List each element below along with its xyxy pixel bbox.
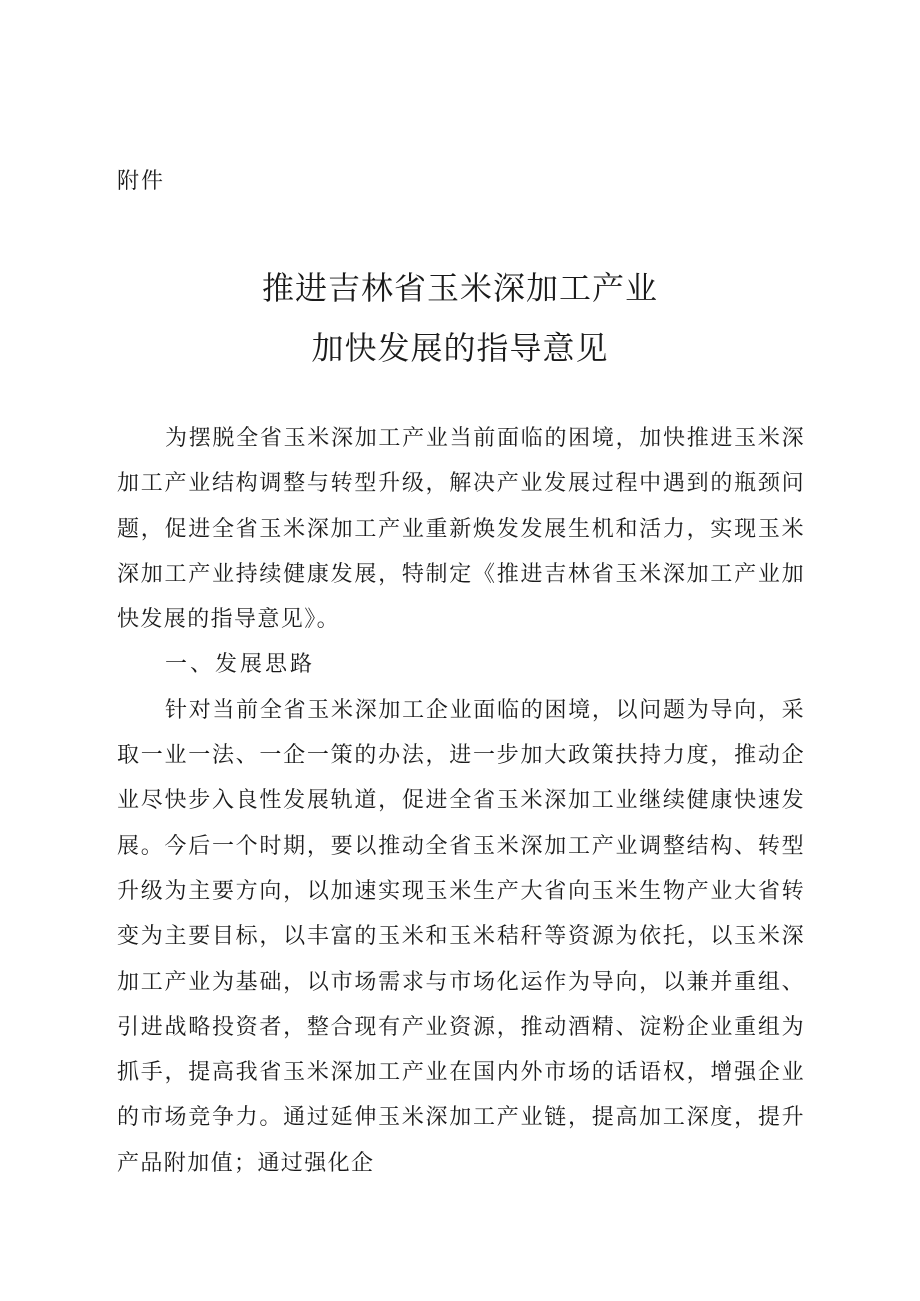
document-title-line-2: 加快发展的指导意见 xyxy=(311,329,609,367)
section-heading: 一、发展思路 xyxy=(165,652,316,678)
document-body xyxy=(117,416,805,1186)
intro-paragraph: 为摆脱全省玉米深加工产业当前面临的困境，加快推进玉米深加工产业结构调整与转型升级，解决产业发展过程中遇到的瓶颈问题，促进全省玉米深加工产业重新焕发发展生机和活力，实现玉米深加工产业持续健康发展，特制定《推进吉林省玉米深加工产业加快发展的指导意见》。 xyxy=(117,426,805,633)
attachment-label: 附件 xyxy=(117,169,166,194)
document-title-line-1: 推进吉林省玉米深加工产业 xyxy=(261,269,658,307)
body-paragraph: 针对当前全省玉米深加工企业面临的困境，以问题为导向，采取一业一法、一企一策的办法，进一步加大政策扶持力度，推动企业尽快步入良性发展轨道，促进全省玉米深加工业继续健康快速发展。今后一个时期，要以推动全省玉米深加工产业调整结构、转型升级为主要方向，以加速实现玉米生产大省向玉米生物产业大省转变为主要目标，以丰富的玉米和玉米秸秆等资源为依托，以玉米深加工产业为基础，以市场需求与市场化运作为导向，以兼并重组、引进战略投资者，整合现有产业资源，推动酒精、淀粉企业重组为抓手，提高我省玉米深加工产业在国内外市场的话语权，增强企业的市场竞争力。通过延伸玉米深加工产业链，提高加工深度，提升产品附加值；通过强化企 xyxy=(117,697,805,1176)
